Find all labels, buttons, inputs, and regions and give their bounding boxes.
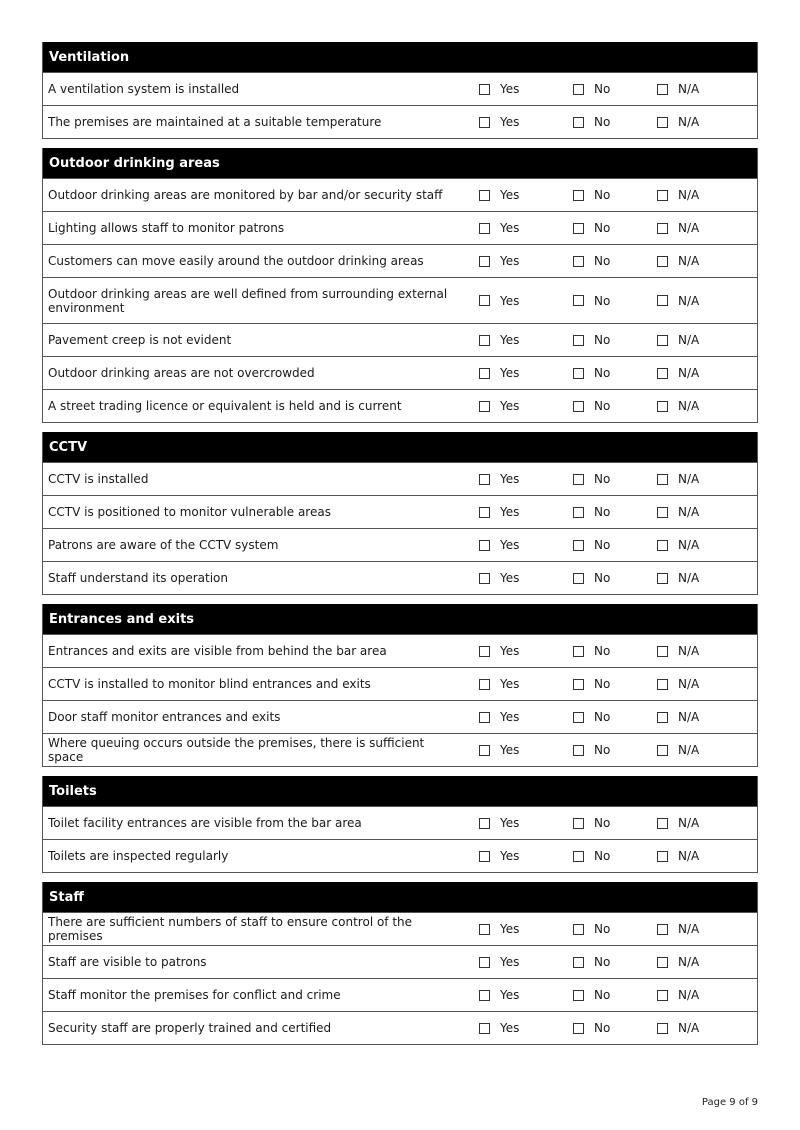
option-label-no: No <box>594 472 611 486</box>
yes-option[interactable] <box>479 946 519 978</box>
checkbox-yes[interactable] <box>479 507 490 518</box>
checkbox-na[interactable] <box>657 190 668 201</box>
section-toilets <box>42 776 758 873</box>
section-header: CCTV <box>43 432 757 462</box>
section-outdoor-drinking-areas <box>42 148 758 423</box>
question-text: Outdoor drinking areas are well defined from surrounding external environment <box>48 286 448 315</box>
no-option[interactable] <box>573 635 610 667</box>
option-label-no: No <box>594 293 611 308</box>
question-text: A street trading licence or equivalent is held and is current <box>48 399 402 413</box>
na-option[interactable] <box>657 529 699 561</box>
option-label-yes: Yes <box>500 922 520 936</box>
checkbox-no[interactable] <box>573 368 584 379</box>
section-header: Ventilation <box>43 42 757 72</box>
question-text: CCTV is installed to monitor blind entrances and exits <box>48 677 371 691</box>
yes-option[interactable] <box>479 496 519 528</box>
no-option[interactable] <box>573 179 610 211</box>
checklist-row <box>43 389 757 422</box>
no-option[interactable] <box>573 463 610 495</box>
checkbox-no[interactable] <box>573 295 584 306</box>
option-label-yes: Yes <box>500 82 520 96</box>
checkbox-no[interactable] <box>573 745 584 756</box>
no-option[interactable] <box>573 212 610 244</box>
checkbox-yes[interactable] <box>479 474 490 485</box>
checkbox-yes[interactable] <box>479 679 490 690</box>
checklist-row <box>43 561 757 594</box>
option-label-na: N/A <box>678 743 700 757</box>
checkbox-yes[interactable] <box>479 223 490 234</box>
na-option[interactable] <box>657 496 699 528</box>
yes-option[interactable] <box>479 701 519 733</box>
yes-option[interactable] <box>479 840 519 872</box>
na-option[interactable] <box>657 701 699 733</box>
yes-option[interactable] <box>479 212 519 244</box>
option-label-yes: Yes <box>500 115 520 129</box>
checkbox-yes[interactable] <box>479 295 490 306</box>
checkbox-na[interactable] <box>657 474 668 485</box>
na-option[interactable] <box>657 278 699 323</box>
no-option[interactable] <box>573 245 610 277</box>
no-option[interactable] <box>573 840 610 872</box>
yes-option[interactable] <box>479 390 519 422</box>
checklist-form <box>42 42 758 1045</box>
question-text: Outdoor drinking areas are monitored by bar and/or security staff <box>48 188 443 202</box>
na-option[interactable] <box>657 946 699 978</box>
option-label-na: N/A <box>678 472 700 486</box>
checkbox-no[interactable] <box>573 818 584 829</box>
option-label-no: No <box>594 922 611 936</box>
checkbox-no[interactable] <box>573 401 584 412</box>
na-option[interactable] <box>657 73 699 105</box>
checkbox-no[interactable] <box>573 1023 584 1034</box>
option-label-yes: Yes <box>500 816 520 830</box>
option-label-no: No <box>594 571 611 585</box>
option-label-no: No <box>594 1021 611 1035</box>
no-option[interactable] <box>573 562 610 594</box>
checkbox-no[interactable] <box>573 851 584 862</box>
checklist-row <box>43 277 757 323</box>
checkbox-yes[interactable] <box>479 368 490 379</box>
option-label-yes: Yes <box>500 743 520 757</box>
question-text: Staff understand its operation <box>48 571 228 585</box>
yes-option[interactable] <box>479 179 519 211</box>
option-label-na: N/A <box>678 538 700 552</box>
checkbox-yes[interactable] <box>479 256 490 267</box>
option-label-no: No <box>594 816 611 830</box>
checkbox-na[interactable] <box>657 957 668 968</box>
checkbox-no[interactable] <box>573 990 584 1001</box>
option-label-na: N/A <box>678 366 700 380</box>
section-header: Entrances and exits <box>43 604 757 634</box>
option-label-na: N/A <box>678 188 700 202</box>
option-label-yes: Yes <box>500 333 520 347</box>
checkbox-yes[interactable] <box>479 957 490 968</box>
option-label-no: No <box>594 221 611 235</box>
option-label-yes: Yes <box>500 254 520 268</box>
question-text: Door staff monitor entrances and exits <box>48 710 281 724</box>
checkbox-no[interactable] <box>573 117 584 128</box>
no-option[interactable] <box>573 701 610 733</box>
question-text: Customers can move easily around the outdoor drinking areas <box>48 254 424 268</box>
option-label-no: No <box>594 538 611 552</box>
checklist-row <box>43 839 757 872</box>
na-option[interactable] <box>657 357 699 389</box>
yes-option[interactable] <box>479 734 519 766</box>
question-text: The premises are maintained at a suitable temperature <box>48 115 382 129</box>
option-label-na: N/A <box>678 677 700 691</box>
checkbox-na[interactable] <box>657 368 668 379</box>
checklist-row <box>43 356 757 389</box>
checkbox-yes[interactable] <box>479 924 490 935</box>
option-label-na: N/A <box>678 221 700 235</box>
option-label-na: N/A <box>678 293 700 308</box>
yes-option[interactable] <box>479 979 519 1011</box>
no-option[interactable] <box>573 390 610 422</box>
question-text: CCTV is installed <box>48 472 149 486</box>
option-label-no: No <box>594 254 611 268</box>
na-option[interactable] <box>657 245 699 277</box>
question-text: Entrances and exits are visible from behind the bar area <box>48 644 387 658</box>
checkbox-na[interactable] <box>657 1023 668 1034</box>
checklist-row <box>43 211 757 244</box>
checkbox-yes[interactable] <box>479 190 490 201</box>
checklist-row <box>43 244 757 277</box>
section-cctv <box>42 432 758 595</box>
yes-option[interactable] <box>479 73 519 105</box>
option-label-no: No <box>594 677 611 691</box>
checkbox-na[interactable] <box>657 745 668 756</box>
page-number: Page 9 of 9 <box>701 1097 758 1108</box>
option-label-yes: Yes <box>500 571 520 585</box>
checkbox-yes[interactable] <box>479 401 490 412</box>
no-option[interactable] <box>573 73 610 105</box>
na-option[interactable] <box>657 562 699 594</box>
yes-option[interactable] <box>479 106 519 138</box>
option-label-na: N/A <box>678 571 700 585</box>
checkbox-yes[interactable] <box>479 117 490 128</box>
checklist-row <box>43 667 757 700</box>
checkbox-yes[interactable] <box>479 335 490 346</box>
section-header: Toilets <box>43 776 757 806</box>
question-text: Toilet facility entrances are visible from the bar area <box>48 816 362 830</box>
checkbox-no[interactable] <box>573 679 584 690</box>
question-text: CCTV is positioned to monitor vulnerable areas <box>48 505 331 519</box>
option-label-na: N/A <box>678 849 700 863</box>
no-option[interactable] <box>573 357 610 389</box>
option-label-yes: Yes <box>500 188 520 202</box>
no-option[interactable] <box>573 734 610 766</box>
checklist-row <box>43 72 757 105</box>
no-option[interactable] <box>573 979 610 1011</box>
checklist-row <box>43 105 757 138</box>
checklist-row <box>43 495 757 528</box>
no-option[interactable] <box>573 106 610 138</box>
yes-option[interactable] <box>479 635 519 667</box>
checkbox-no[interactable] <box>573 573 584 584</box>
option-label-na: N/A <box>678 115 700 129</box>
checkbox-no[interactable] <box>573 474 584 485</box>
option-label-yes: Yes <box>500 849 520 863</box>
checkbox-no[interactable] <box>573 540 584 551</box>
section-header: Staff <box>43 882 757 912</box>
na-option[interactable] <box>657 212 699 244</box>
checkbox-yes[interactable] <box>479 646 490 657</box>
checkbox-no[interactable] <box>573 223 584 234</box>
checkbox-na[interactable] <box>657 117 668 128</box>
checklist-row <box>43 323 757 356</box>
checkbox-na[interactable] <box>657 851 668 862</box>
question-text: Toilets are inspected regularly <box>48 849 229 863</box>
checklist-row <box>43 528 757 561</box>
checkbox-yes[interactable] <box>479 84 490 95</box>
question-text: Outdoor drinking areas are not overcrowded <box>48 366 315 380</box>
checklist-row <box>43 912 757 945</box>
question-text: Lighting allows staff to monitor patrons <box>48 221 285 235</box>
na-option[interactable] <box>657 390 699 422</box>
question-text: Where queuing occurs outside the premises, there is sufficient space <box>48 736 425 764</box>
yes-option[interactable] <box>479 807 519 839</box>
option-label-yes: Yes <box>500 472 520 486</box>
no-option[interactable] <box>573 946 610 978</box>
checkbox-na[interactable] <box>657 84 668 95</box>
option-label-na: N/A <box>678 82 700 96</box>
na-option[interactable] <box>657 463 699 495</box>
option-label-na: N/A <box>678 922 700 936</box>
checkbox-na[interactable] <box>657 990 668 1001</box>
option-label-yes: Yes <box>500 988 520 1002</box>
checkbox-yes[interactable] <box>479 712 490 723</box>
option-label-na: N/A <box>678 988 700 1002</box>
option-label-yes: Yes <box>500 1021 520 1035</box>
no-option[interactable] <box>573 668 610 700</box>
option-label-no: No <box>594 849 611 863</box>
option-label-no: No <box>594 188 611 202</box>
option-label-no: No <box>594 743 611 757</box>
yes-option[interactable] <box>479 245 519 277</box>
option-label-yes: Yes <box>500 399 520 413</box>
option-label-na: N/A <box>678 399 700 413</box>
checkbox-na[interactable] <box>657 679 668 690</box>
checkbox-yes[interactable] <box>479 1023 490 1034</box>
checkbox-na[interactable] <box>657 573 668 584</box>
section-ventilation <box>42 42 758 139</box>
no-option[interactable] <box>573 913 610 945</box>
checkbox-no[interactable] <box>573 190 584 201</box>
checkbox-no[interactable] <box>573 924 584 935</box>
option-label-na: N/A <box>678 644 700 658</box>
no-option[interactable] <box>573 1012 610 1044</box>
option-label-no: No <box>594 955 611 969</box>
checkbox-na[interactable] <box>657 924 668 935</box>
section-staff <box>42 882 758 1045</box>
option-label-yes: Yes <box>500 366 520 380</box>
na-option[interactable] <box>657 913 699 945</box>
no-option[interactable] <box>573 278 610 323</box>
checklist-row <box>43 178 757 211</box>
checkbox-na[interactable] <box>657 295 668 306</box>
checklist-row <box>43 806 757 839</box>
checkbox-no[interactable] <box>573 335 584 346</box>
na-option[interactable] <box>657 179 699 211</box>
checkbox-na[interactable] <box>657 507 668 518</box>
question-text: Patrons are aware of the CCTV system <box>48 538 279 552</box>
checkbox-no[interactable] <box>573 646 584 657</box>
na-option[interactable] <box>657 807 699 839</box>
question-text: A ventilation system is installed <box>48 82 240 96</box>
checkbox-no[interactable] <box>573 957 584 968</box>
checkbox-na[interactable] <box>657 818 668 829</box>
option-label-no: No <box>594 115 611 129</box>
na-option[interactable] <box>657 840 699 872</box>
checkbox-na[interactable] <box>657 335 668 346</box>
section-header: Outdoor drinking areas <box>43 148 757 178</box>
checklist-row <box>43 978 757 1011</box>
option-label-yes: Yes <box>500 677 520 691</box>
option-label-no: No <box>594 366 611 380</box>
option-label-yes: Yes <box>500 538 520 552</box>
option-label-yes: Yes <box>500 293 520 308</box>
na-option[interactable] <box>657 635 699 667</box>
option-label-na: N/A <box>678 710 700 724</box>
checklist-row <box>43 1011 757 1044</box>
question-text: Security staff are properly trained and certified <box>48 1021 332 1035</box>
question-text: Staff are visible to patrons <box>48 955 207 969</box>
checkbox-no[interactable] <box>573 712 584 723</box>
option-label-yes: Yes <box>500 710 520 724</box>
yes-option[interactable] <box>479 1012 519 1044</box>
option-label-yes: Yes <box>500 505 520 519</box>
checkbox-yes[interactable] <box>479 851 490 862</box>
checkbox-na[interactable] <box>657 646 668 657</box>
option-label-yes: Yes <box>500 644 520 658</box>
no-option[interactable] <box>573 529 610 561</box>
yes-option[interactable] <box>479 463 519 495</box>
checkbox-yes[interactable] <box>479 573 490 584</box>
checkbox-no[interactable] <box>573 256 584 267</box>
checkbox-no[interactable] <box>573 84 584 95</box>
checkbox-yes[interactable] <box>479 990 490 1001</box>
checklist-row <box>43 462 757 495</box>
option-label-na: N/A <box>678 333 700 347</box>
option-label-no: No <box>594 988 611 1002</box>
yes-option[interactable] <box>479 278 519 323</box>
na-option[interactable] <box>657 1012 699 1044</box>
checklist-row <box>43 945 757 978</box>
checklist-row <box>43 700 757 733</box>
checkbox-na[interactable] <box>657 401 668 412</box>
no-option[interactable] <box>573 324 610 356</box>
option-label-no: No <box>594 710 611 724</box>
checkbox-yes[interactable] <box>479 818 490 829</box>
option-label-na: N/A <box>678 254 700 268</box>
yes-option[interactable] <box>479 529 519 561</box>
checkbox-yes[interactable] <box>479 540 490 551</box>
checkbox-na[interactable] <box>657 256 668 267</box>
yes-option[interactable] <box>479 668 519 700</box>
option-label-no: No <box>594 644 611 658</box>
na-option[interactable] <box>657 979 699 1011</box>
checklist-row <box>43 634 757 667</box>
option-label-na: N/A <box>678 505 700 519</box>
option-label-yes: Yes <box>500 221 520 235</box>
option-label-na: N/A <box>678 816 700 830</box>
no-option[interactable] <box>573 807 610 839</box>
checkbox-na[interactable] <box>657 223 668 234</box>
option-label-yes: Yes <box>500 955 520 969</box>
no-option[interactable] <box>573 496 610 528</box>
section-entrances-and-exits <box>42 604 758 767</box>
option-label-no: No <box>594 399 611 413</box>
option-label-na: N/A <box>678 1021 700 1035</box>
question-text: Pavement creep is not evident <box>48 333 232 347</box>
checklist-row <box>43 733 757 766</box>
question-text: Staff monitor the premises for conflict and crime <box>48 988 341 1002</box>
option-label-no: No <box>594 333 611 347</box>
yes-option[interactable] <box>479 913 519 945</box>
option-label-no: No <box>594 82 611 96</box>
checkbox-no[interactable] <box>573 507 584 518</box>
na-option[interactable] <box>657 668 699 700</box>
option-label-no: No <box>594 505 611 519</box>
na-option[interactable] <box>657 734 699 766</box>
yes-option[interactable] <box>479 562 519 594</box>
yes-option[interactable] <box>479 324 519 356</box>
na-option[interactable] <box>657 324 699 356</box>
question-text: There are sufficient numbers of staff to ensure control of the premises <box>48 915 413 943</box>
checkbox-na[interactable] <box>657 540 668 551</box>
yes-option[interactable] <box>479 357 519 389</box>
na-option[interactable] <box>657 106 699 138</box>
checkbox-na[interactable] <box>657 712 668 723</box>
option-label-na: N/A <box>678 955 700 969</box>
checkbox-yes[interactable] <box>479 745 490 756</box>
